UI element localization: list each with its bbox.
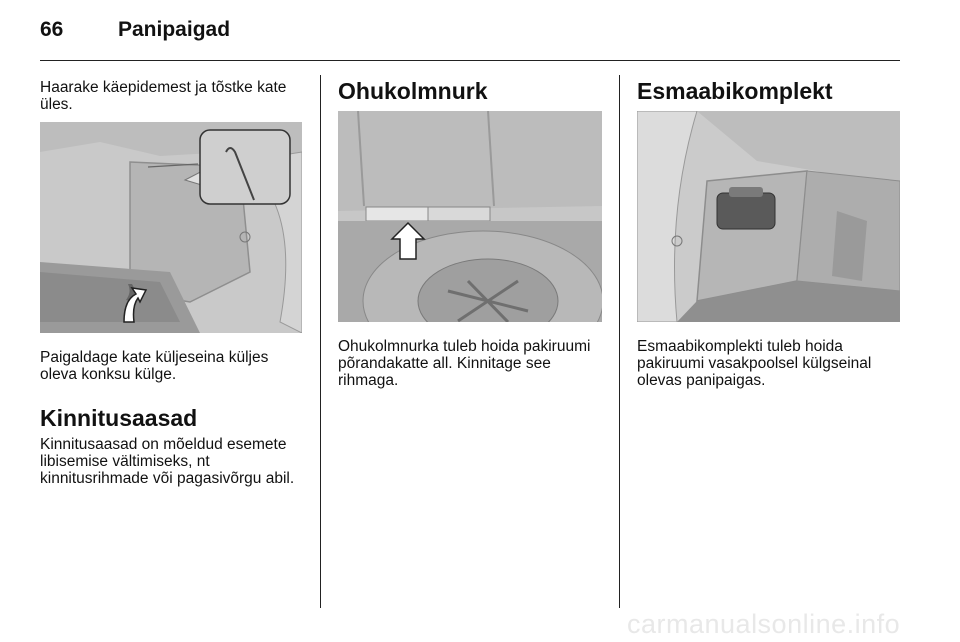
column-divider-1 <box>320 75 321 608</box>
column-divider-2 <box>619 75 620 608</box>
col1-body-line2: libisemise vältimiseks, nt <box>40 453 210 470</box>
col1-body-line1: Kinnitusaasad on mõeldud esemete <box>40 436 287 453</box>
col2-body-line1: Ohukolmnurka tuleb hoida pakiruumi <box>338 338 591 355</box>
col1-intro-line2: üles. <box>40 96 73 113</box>
warning-triangle-illustration <box>338 111 602 322</box>
col3-body-line2: pakiruumi vasakpoolsel külgseinal <box>637 355 872 372</box>
col1-body-line3: kinnitusrihmade või pagasivõrgu abil. <box>40 470 295 487</box>
page-number: 66 <box>40 18 64 41</box>
col3-body-line3: olevas panipaigas. <box>637 372 766 389</box>
section-title: Panipaigad <box>118 18 231 41</box>
heading-kinnitusaasad: Kinnitusaasad <box>40 405 198 431</box>
col3-body-line1: Esmaabikomplekti tuleb hoida <box>637 338 843 355</box>
heading-esmaabikomplekt: Esmaabikomplekt <box>637 78 833 104</box>
heading-ohukolmnurk: Ohukolmnurk <box>338 78 488 104</box>
col2-body-line2: põrandakatte all. Kinnitage see <box>338 355 551 372</box>
header-rule <box>40 60 900 61</box>
col1-caption-line1: Paigaldage kate küljeseina küljes <box>40 349 269 366</box>
col2-body-line3: rihmaga. <box>338 372 399 389</box>
col1-intro-line1: Haarake käepidemest ja tõstke kate <box>40 79 287 96</box>
col1-caption-line2: oleva konksu külge. <box>40 366 177 383</box>
first-aid-kit-illustration <box>637 111 900 322</box>
cargo-cover-hook-illustration <box>40 122 302 333</box>
watermark: carmanualsonline.info <box>627 609 901 639</box>
